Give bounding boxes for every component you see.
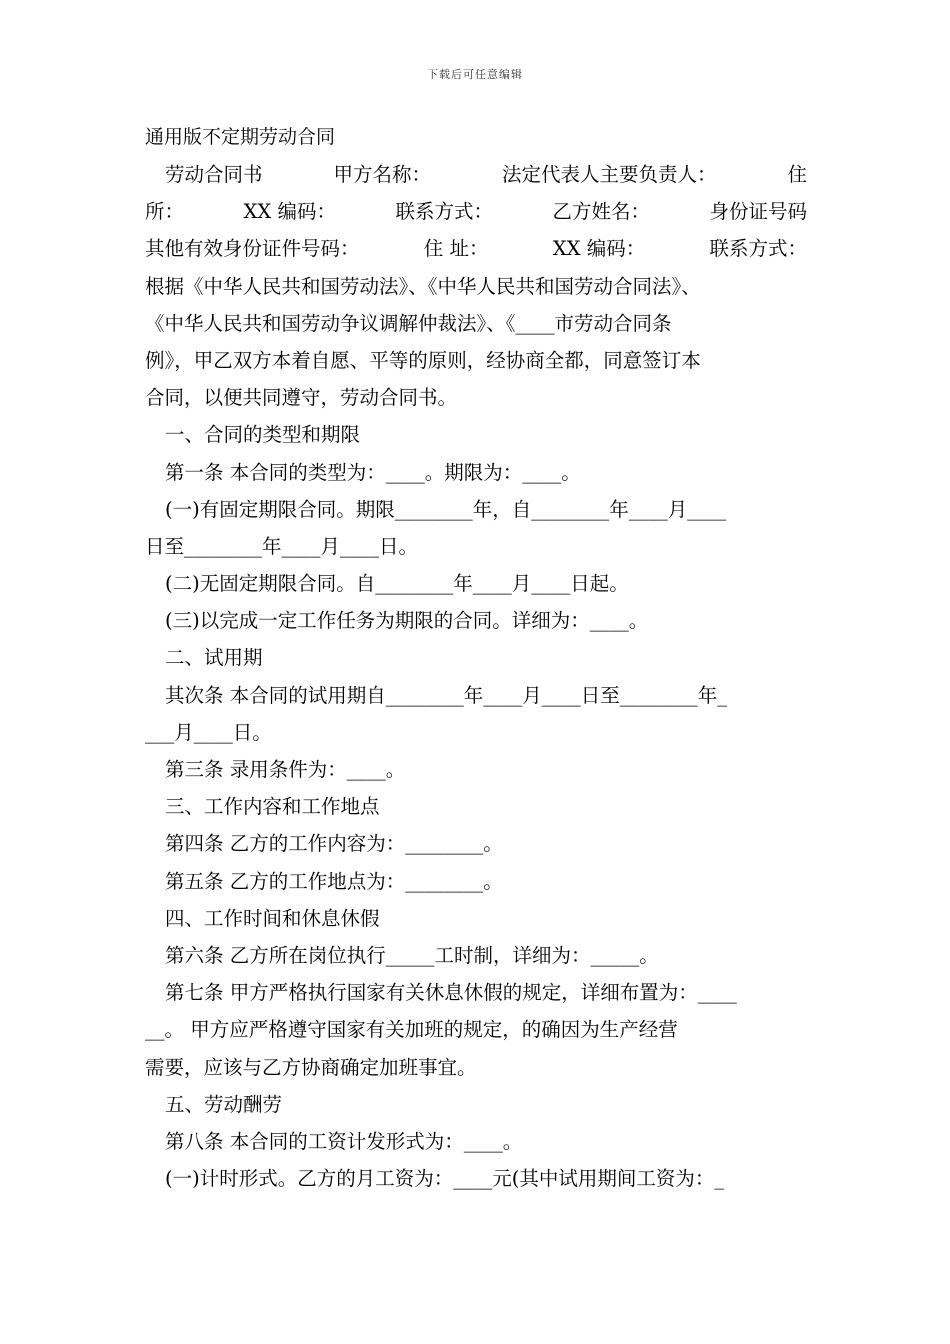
document-title: 通用版不定期劳动合同	[145, 126, 336, 148]
text-segment: 甲方名称：	[333, 163, 431, 186]
article-line: 需要，应该与乙方协商确定加班事宜。	[145, 1055, 477, 1079]
article-line: 第一条 本合同的类型为：____。期限为：____。	[165, 460, 581, 484]
body-line: 合同，以便共同遵守，劳动合同书。	[145, 386, 458, 410]
article-line: (三)以完成一定工作任务为期限的合同。详细为：____。	[165, 609, 649, 633]
text-segment: XX 编码：	[552, 237, 646, 261]
article-line: (一)计时形式。乙方的月工资为：____元(其中试用期间工资为：_	[165, 1167, 725, 1191]
article-line: ___月____日。	[145, 720, 272, 744]
text-segment: 住 址：	[423, 237, 489, 261]
article-line: 其次条 本合同的试用期自________年____月____日至________年_	[165, 683, 727, 707]
article-line: 第六条 乙方所在岗位执行_____工时制，详细为：_____。	[165, 943, 659, 967]
text-segment: 身份证号码	[709, 200, 807, 224]
section-heading: 二、试用期	[165, 646, 263, 670]
article-line: (二)无固定期限合同。自________年____月____日起。	[165, 572, 629, 596]
text-segment: 法定代表人主要负责人：	[501, 163, 717, 186]
party-info-line-1	[145, 156, 807, 193]
text-segment: 乙方姓名：	[552, 200, 650, 224]
party-info-line-3	[145, 230, 807, 267]
body-line: 例》，甲乙双方本着自愿、平等的原则，经协商全都，同意签订本	[145, 348, 701, 372]
article-line: 第八条 本合同的工资计发形式为：____。	[165, 1129, 523, 1153]
text-segment: 联系方式：	[395, 200, 493, 224]
body-line: 根据《中华人民共和国劳动法》、《中华人民共和国劳动合同法》、	[145, 274, 701, 298]
section-heading: 一、合同的类型和期限	[165, 423, 361, 447]
text-segment: XX 编码：	[243, 200, 336, 224]
section-heading: 五、劳动酬劳	[165, 1092, 283, 1116]
article-line: 第五条 乙方的工作地点为：________。	[165, 869, 503, 893]
body-line: 《中华人民共和国劳动争议调解仲裁法》、《____市劳动合同条	[145, 311, 672, 335]
article-line: (一)有固定期限合同。期限________年，自________年____月____	[165, 497, 727, 521]
article-line: __。 甲方应严格遵守国家有关加班的规定，的确因为生产经营	[145, 1018, 678, 1042]
text-segment: 劳动合同书	[165, 163, 263, 186]
header-note: 下载后可任意编辑	[427, 68, 523, 81]
article-line: 日至________年____月____日。	[145, 534, 419, 558]
article-line: 第三条 录用条件为：____。	[165, 758, 406, 781]
text-segment: 联系方式：	[709, 237, 807, 261]
text-segment: 其他有效身份证件号码：	[145, 237, 360, 261]
section-heading: 三、工作内容和工作地点	[165, 795, 380, 819]
party-info-line-2	[145, 193, 807, 230]
text-segment: 住	[787, 163, 807, 186]
document-body	[145, 156, 807, 1197]
article-line: 第四条 乙方的工作内容为：________。	[165, 832, 503, 856]
section-heading: 四、工作时间和休息休假	[165, 906, 380, 930]
text-segment: 所：	[145, 200, 185, 224]
article-line: 第七条 甲方严格执行国家有关休息休假的规定，详细布置为：____	[165, 981, 737, 1005]
